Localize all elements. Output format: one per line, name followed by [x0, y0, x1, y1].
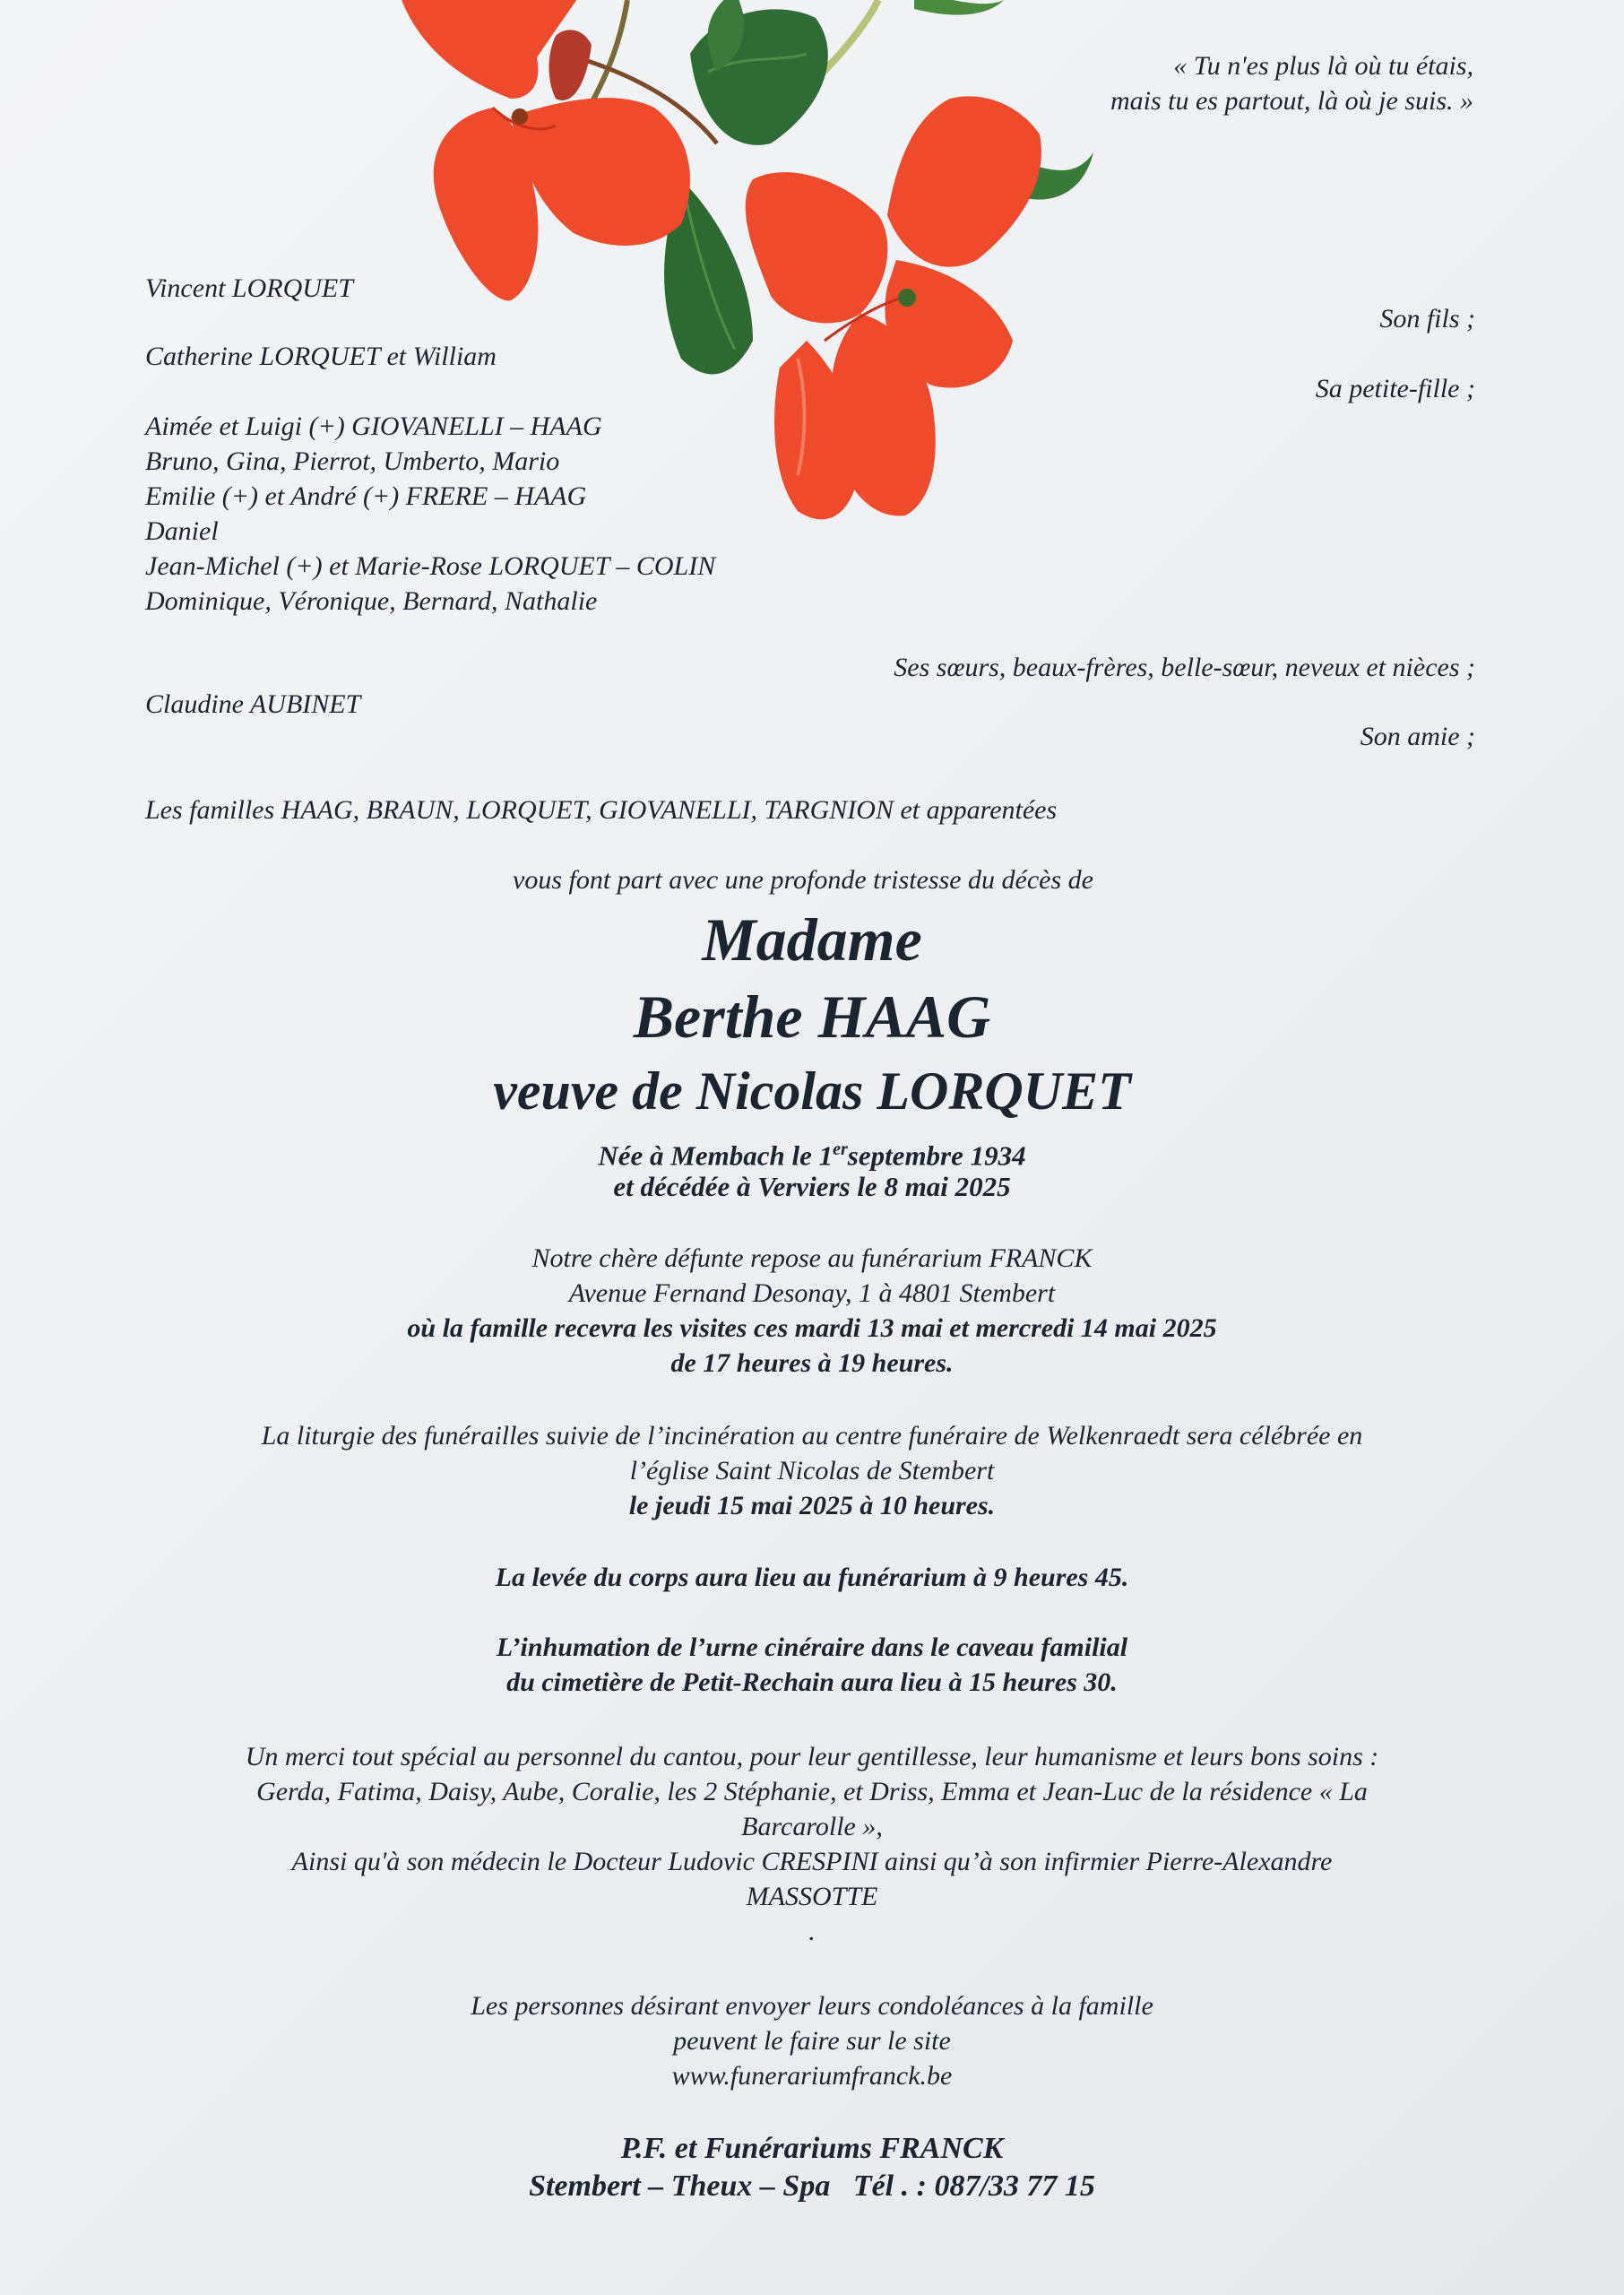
thanks-line-4: Ainsi qu'à son médecin le Docteur Ludovic CRESPINI ainsi qu’à son infirmier Pierre-Alexandre	[291, 1847, 1333, 1876]
deceased-birth	[0, 1131, 1624, 1173]
thanks-line-2: Gerda, Fatima, Daisy, Aube, Coralie, les 2 Stéphanie, et Driss, Emma et Jean-Luc de la résidence « La	[256, 1777, 1368, 1806]
inhumation-line-1: L’inhumation de l’urne cinéraire dans le caveau familial	[496, 1632, 1128, 1662]
family-line: Aimée et Luigi (+) GIOVANELLI – HAAG	[145, 411, 602, 441]
quote	[1110, 48, 1473, 118]
thanks-block	[0, 1739, 1624, 1949]
visitation-line-2: Avenue Fernand Desonay, 1 à 4801 Stembert	[568, 1278, 1056, 1308]
family-name-vincent: Vincent LORQUET	[145, 273, 353, 303]
quote-line-1: « Tu n'es plus là où tu étais,	[1173, 51, 1473, 81]
family-names-families: Les familles HAAG, BRAUN, LORQUET, GIOVANELLI, TARGNION et apparentées	[145, 795, 1058, 825]
family-line: Emilie (+) et André (+) FRERE – HAAG	[145, 481, 587, 511]
funeral-home-name: P.F. et Funérariums FRANCK	[620, 2132, 1004, 2165]
relation-friend: Son amie ;	[1360, 722, 1475, 751]
thanks-line-5: MASSOTTE	[746, 1882, 878, 1911]
inhumation-line-2: du cimetière de Petit-Rechain aura lieu à 15 heures 30.	[506, 1667, 1118, 1697]
footer-block	[0, 2130, 1624, 2205]
family-line: Daniel	[145, 516, 219, 546]
visitation-block	[0, 1241, 1624, 1381]
deceased-name: Berthe HAAG	[633, 983, 991, 1051]
family-line: Dominique, Véronique, Bernard, Nathalie	[145, 586, 598, 616]
liturgy-line-2: l’église Saint Nicolas de Stembert	[629, 1456, 995, 1485]
inhumation-block	[0, 1630, 1624, 1700]
relation-son: Son fils ;	[1379, 304, 1475, 333]
condolences-line-2: peuvent le faire sur le site	[673, 2026, 951, 2056]
funeral-home-contact: Stembert – Theux – Spa Tél . : 087/33 77 15	[529, 2169, 1095, 2203]
visitation-line-4: de 17 heures à 19 heures.	[670, 1348, 954, 1378]
liturgy-line-3: le jeudi 15 mai 2025 à 10 heures.	[628, 1491, 996, 1520]
family-line: Jean-Michel (+) et Marie-Rose LORQUET – COLIN	[145, 551, 716, 581]
thanks-line-3: Barcarolle »,	[741, 1812, 883, 1841]
quote-line-2: mais tu es partout, là où je suis. »	[1110, 86, 1473, 116]
thanks-line-6: .	[808, 1917, 816, 1946]
liturgy-line-1: La liturgie des funérailles suivie de l’incinération au centre funéraire de Welkenraedt sera célébrée en	[261, 1421, 1363, 1451]
deceased-widow-of: veuve de Nicolas LORQUET	[493, 1061, 1131, 1121]
family-line: Bruno, Gina, Pierrot, Umberto, Mario	[145, 446, 560, 476]
condolences-line-1: Les personnes désirant envoyer leurs condoléances à la famille	[471, 1991, 1153, 2021]
birth-suffix: septembre 1934	[847, 1139, 1026, 1172]
visitation-line-1: Notre chère défunte repose au funérarium FRANCK	[531, 1243, 1093, 1273]
family-name-claudine: Claudine AUBINET	[145, 689, 361, 719]
relation-siblings: Ses sœurs, beaux-frères, belle-sœur, neveux et nièces ;	[894, 653, 1475, 682]
deceased-title: Madame	[702, 905, 922, 974]
family-names-siblings	[145, 409, 715, 619]
condolences-block	[0, 1988, 1624, 2093]
family-name-catherine: Catherine LORQUET et William	[145, 342, 497, 371]
condolences-website-link[interactable]: www.funerariumfranck.be	[671, 2061, 953, 2091]
announcement: vous font part avec une profonde tristesse du décès de	[513, 865, 1093, 895]
relation-granddaughter: Sa petite-fille ;	[1315, 374, 1475, 403]
birth-prefix: Née à Membach le 1	[598, 1139, 834, 1172]
liturgy-block	[0, 1418, 1624, 1523]
levee-du-corps: La levée du corps aura lieu au funérarium à 9 heures 45.	[495, 1563, 1129, 1592]
birth-superscript: er	[833, 1139, 848, 1159]
deceased-death: et décédée à Verviers le 8 mai 2025	[613, 1171, 1011, 1202]
thanks-line-1: Un merci tout spécial au personnel du cantou, pour leur gentillesse, leur humanisme et leurs bons soins :	[245, 1742, 1379, 1771]
visitation-line-3: où la famille recevra les visites ces mardi 13 mai et mercredi 14 mai 2025	[407, 1313, 1217, 1343]
